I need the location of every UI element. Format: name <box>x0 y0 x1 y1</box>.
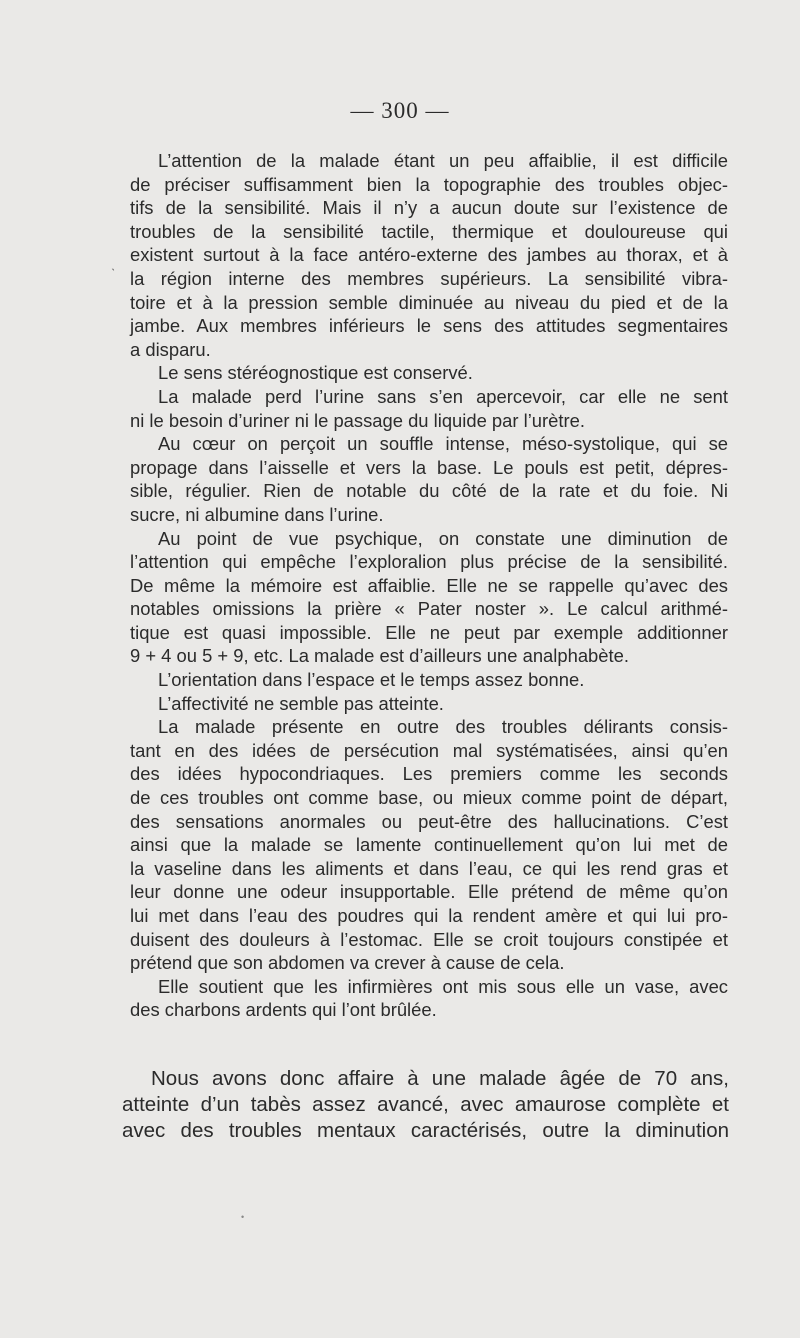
body-text-line: sucre, ni albumine dans l’urine. <box>130 503 384 525</box>
body-text-line: des idées hypocondriaques. Les premiers comme les seconds <box>130 763 728 785</box>
body-text-line: troubles de la sensibilité tactile, thermique et douloureuse qui <box>130 220 728 242</box>
body-text-line: Elle soutient que les infirmières ont mis sous elle un vase, avec <box>158 975 728 997</box>
body-text-line: existent surtout à la face antéro-externe des jambes au thorax, et à <box>130 244 728 266</box>
body-text-line: sible, régulier. Rien de notable du côté de la rate et du foie. Ni <box>130 480 728 502</box>
case-conclusion <box>122 1066 729 1144</box>
body-text-line: Au point de vue psychique, on constate une diminution de <box>158 527 728 549</box>
scan-speck-mark: ˋ <box>111 266 116 281</box>
body-text-line: a disparu. <box>130 338 211 360</box>
body-text-line: l’attention qui empêche l’exploralion plus précise de la sensibilité. <box>130 551 728 573</box>
body-text-line: L’attention de la malade étant un peu affaiblie, il est difficile <box>158 150 728 171</box>
body-text-line: La malade perd l’urine sans s’en apercevoir, car elle ne sent <box>158 385 728 407</box>
body-text-line: toire et à la pression semble diminuée au niveau du pied et de la <box>130 291 728 313</box>
conclusion-text-line: avec des troubles mentaux caractérisés, outre la diminution <box>122 1119 729 1142</box>
body-text-line: la vaseline dans les aliments et dans l’eau, ce qui les rend gras et <box>130 857 728 879</box>
body-text-line: ni le besoin d’uriner ni le passage du liquide par l’urètre. <box>130 409 585 431</box>
conclusion-text-line: Nous avons donc affaire à une malade âgée de 70 ans, <box>151 1067 729 1090</box>
body-text-line: lui met dans l’eau des poudres qui la rendent amère et qui lui pro- <box>130 905 728 926</box>
body-text-line: duisent des douleurs à l’estomac. Elle se croit toujours constipée et <box>130 928 728 950</box>
body-text-line: jambe. Aux membres inférieurs le sens des attitudes segmentaires <box>130 315 728 337</box>
body-text-line: ainsi que la malade se lamente continuellement qu’on lui met de <box>130 834 728 856</box>
body-text-line: de ces troubles ont comme base, ou mieux comme point de départ, <box>130 787 728 809</box>
body-text-line: 9 + 4 ou 5 + 9, etc. La malade est d’ailleurs une analphabète. <box>130 645 629 667</box>
body-text-line: tique est quasi impossible. Elle ne peut par exemple additionner <box>130 621 728 643</box>
body-text-line: L’affectivité ne semble pas atteinte. <box>158 692 444 714</box>
case-report-body <box>130 149 728 1022</box>
body-text-line: La malade présente en outre des troubles délirants consis- <box>158 716 728 738</box>
body-text-line: De même la mémoire est affaiblie. Elle ne se rappelle qu’avec des <box>130 574 728 596</box>
body-text-line: Au cœur on perçoit un souffle intense, méso-systolique, qui se <box>158 433 728 455</box>
body-text-line: des charbons ardents qui l’ont brûlée. <box>130 999 437 1021</box>
body-text-line: tant en des idées de persécution mal systématisées, ainsi qu’en <box>130 739 728 761</box>
body-text-line: Le sens stéréognostique est conservé. <box>158 362 473 384</box>
body-text-line: propage dans l’aisselle et vers la base. Le pouls est petit, dépres- <box>130 456 728 478</box>
body-text-line: L’orientation dans l’espace et le temps assez bonne. <box>158 669 585 691</box>
body-text-line: tifs de la sensibilité. Mais il n’y a aucun doute sur l’existence de <box>130 197 728 219</box>
page-number: — 300 — <box>350 98 450 123</box>
body-text-line: la région interne des membres supérieurs. La sensibilité vibra- <box>130 267 728 289</box>
body-text-line: des sensations anormales ou peut-être des hallucinations. C’est <box>130 810 728 832</box>
scan-speck-dot: • <box>241 1212 245 1222</box>
conclusion-text-line: atteinte d’un tabès assez avancé, avec amaurose complète et <box>122 1093 729 1116</box>
body-text-line: notables omissions la prière « Pater noster ». Le calcul arithmé- <box>130 598 728 620</box>
body-text-line: de préciser suffisamment bien la topographie des troubles objec- <box>130 173 728 195</box>
body-text-line: leur donne une odeur insupportable. Elle prétend de même qu’on <box>130 881 728 903</box>
body-text-line: prétend que son abdomen va crever à cause de cela. <box>130 952 565 974</box>
